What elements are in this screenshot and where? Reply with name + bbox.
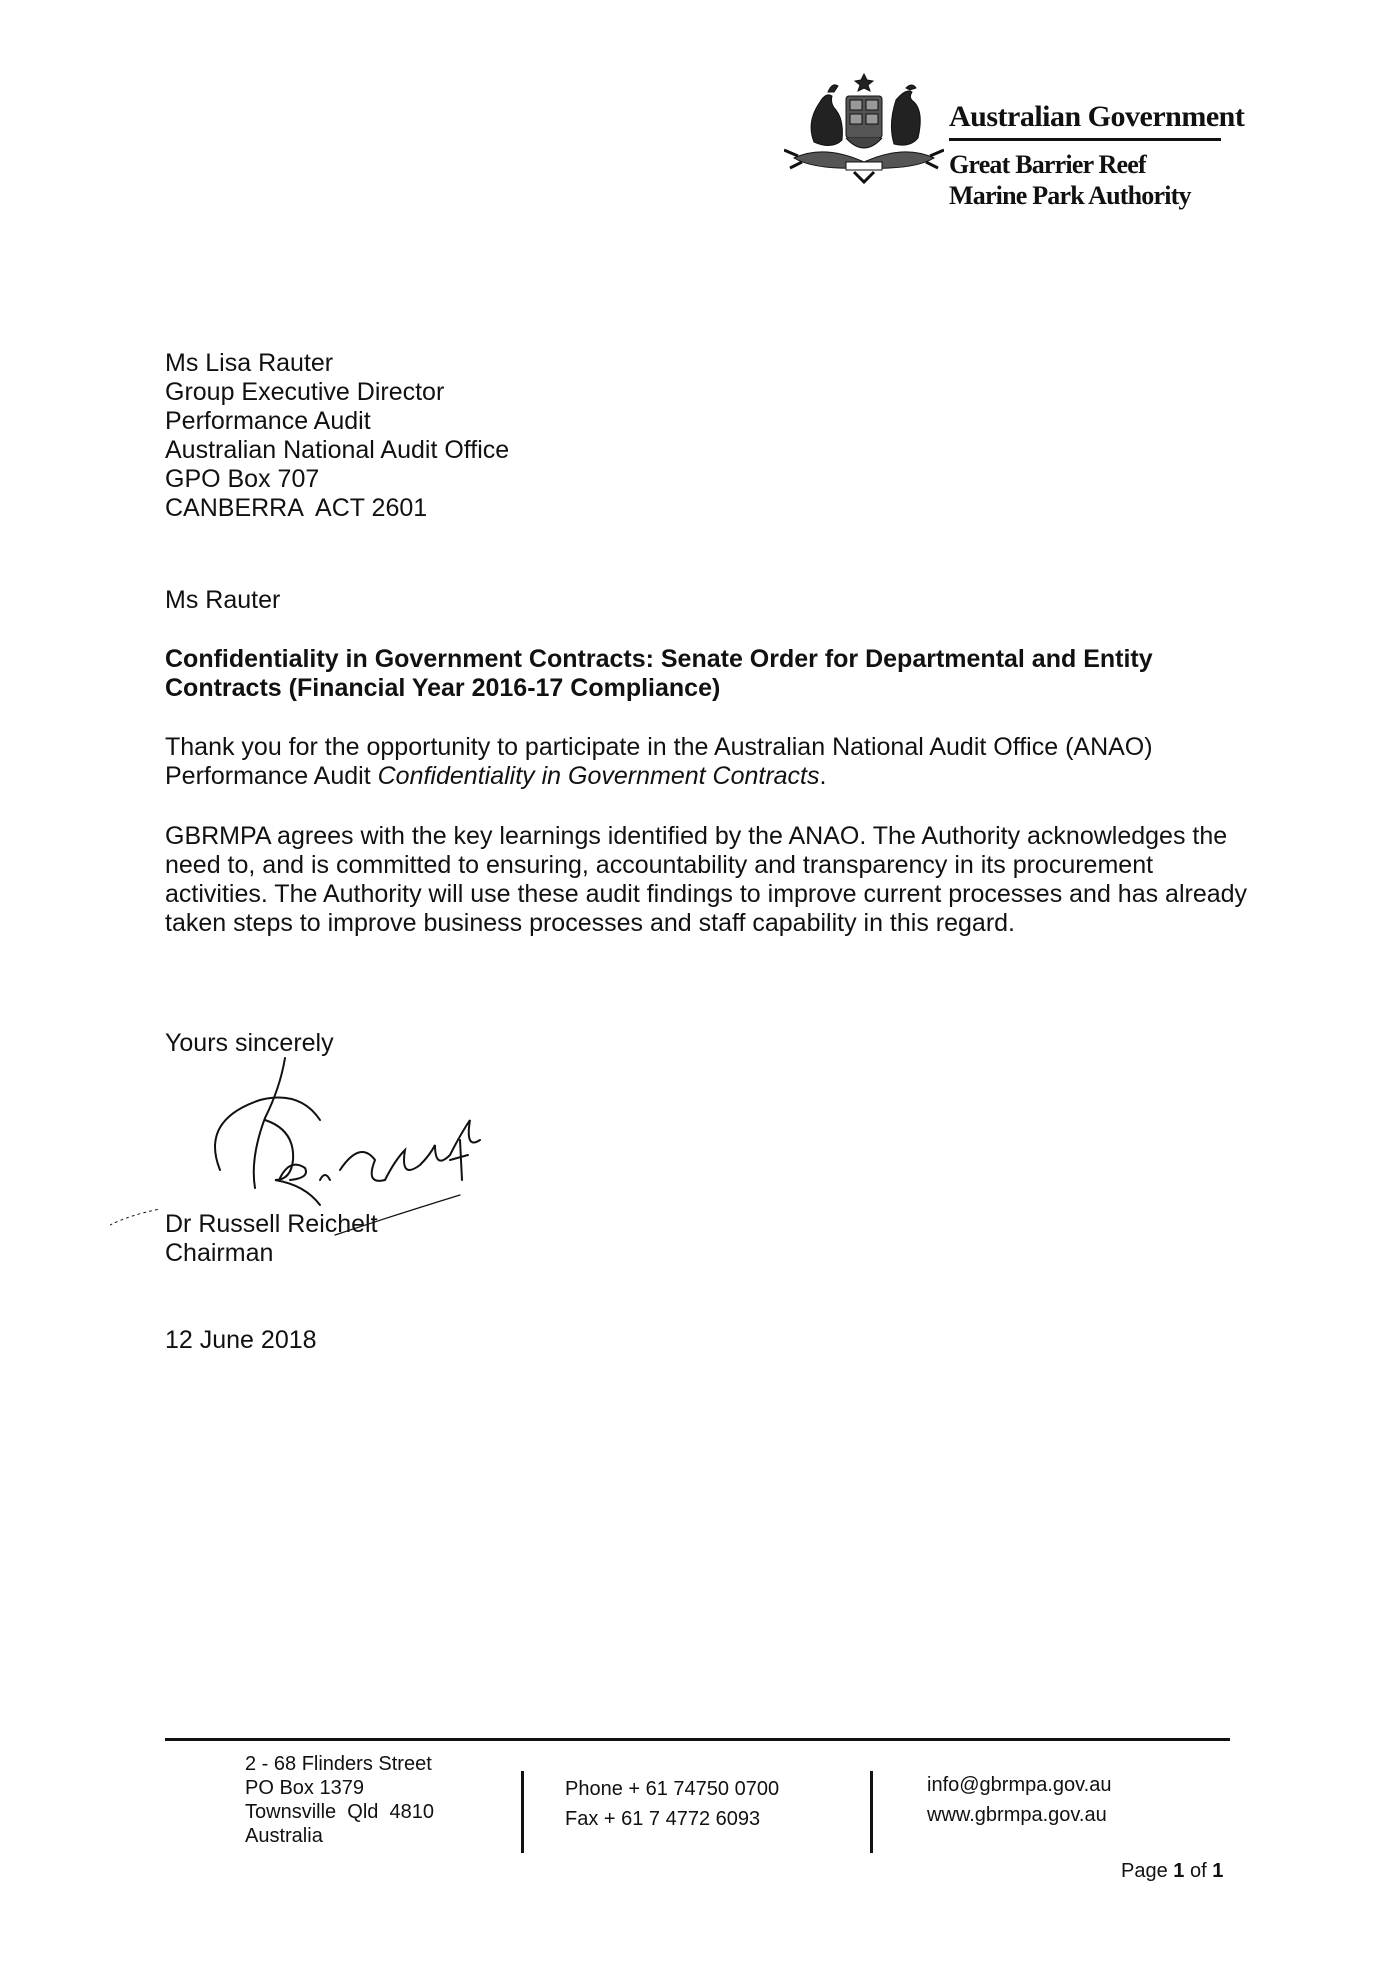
para1-end: . <box>819 762 827 790</box>
government-name: Australian Government <box>949 100 1245 133</box>
closing: Yours sincerely <box>165 1029 334 1057</box>
footer-fax: Fax + 61 7 4772 6093 <box>565 1808 761 1830</box>
salutation: Ms Rauter <box>165 586 281 614</box>
body-paragraph-2: GBRMPA agrees with the key learnings identified by the ANAO. The Authority acknowledges the need to, and is committed to ensuring, accountability and transparency in its procurement activities. The Authority will use these audit findings to improve current processes and has already taken steps to improve business processes and staff capability in this regard. <box>165 822 1248 937</box>
footer-phone: Phone + 61 74750 0700 <box>565 1778 780 1800</box>
footer-country: Australia <box>245 1825 323 1847</box>
footer-separator <box>870 1771 873 1853</box>
letterhead-divider <box>949 138 1221 141</box>
signer-name: Dr Russell Reichelt <box>165 1210 378 1238</box>
footer-address <box>245 1752 434 1848</box>
recipient-position: Group Executive Director <box>165 378 445 406</box>
recipient-organisation: Australian National Audit Office <box>165 436 510 464</box>
page-prefix: Page <box>1121 1860 1174 1882</box>
footer-contact-block <box>927 1773 1111 1833</box>
page-number <box>1121 1860 1223 1883</box>
page-of: of <box>1184 1860 1213 1882</box>
footer-divider <box>165 1738 1230 1741</box>
para1-text: Thank you for the opportunity to participate in the Australian National Audit Office (ANAO) Performance Audit <box>165 733 1153 790</box>
footer-street: 2 - 68 Flinders Street <box>245 1753 432 1775</box>
signer-title: Chairman <box>165 1239 274 1267</box>
body-paragraph-1 <box>165 733 1245 791</box>
audit-title: Confidentiality in Government Contracts <box>377 762 820 790</box>
footer-website-link[interactable]: www.gbrmpa.gov.au <box>927 1804 1107 1826</box>
agency-name-line1: Great Barrier Reef <box>949 150 1146 179</box>
coat-of-arms-icon <box>784 72 944 184</box>
recipient-name: Ms Lisa Rauter <box>165 349 334 377</box>
letterhead-title <box>949 100 1245 211</box>
page-current: 1 <box>1173 1860 1185 1882</box>
recipient-address <box>165 349 509 523</box>
footer-email-link[interactable]: info@gbrmpa.gov.au <box>927 1774 1112 1796</box>
page-total: 1 <box>1212 1860 1224 1882</box>
agency-name-line2: Marine Park Authority <box>949 181 1191 210</box>
footer-po-box: PO Box 1379 <box>245 1777 364 1799</box>
recipient-division: Performance Audit <box>165 407 371 435</box>
recipient-city: CANBERRA ACT 2601 <box>165 494 428 522</box>
footer-phone-block <box>565 1777 779 1837</box>
subject-line: Confidentiality in Government Contracts: Senate Order for Departmental and Entity Contracts (Financial Year 2016-17 Compliance) <box>165 645 1153 702</box>
letter-date: 12 June 2018 <box>165 1326 317 1354</box>
recipient-po-box: GPO Box 707 <box>165 465 320 493</box>
footer-separator <box>521 1771 524 1853</box>
footer-town: Townsville Qld 4810 <box>245 1801 434 1823</box>
